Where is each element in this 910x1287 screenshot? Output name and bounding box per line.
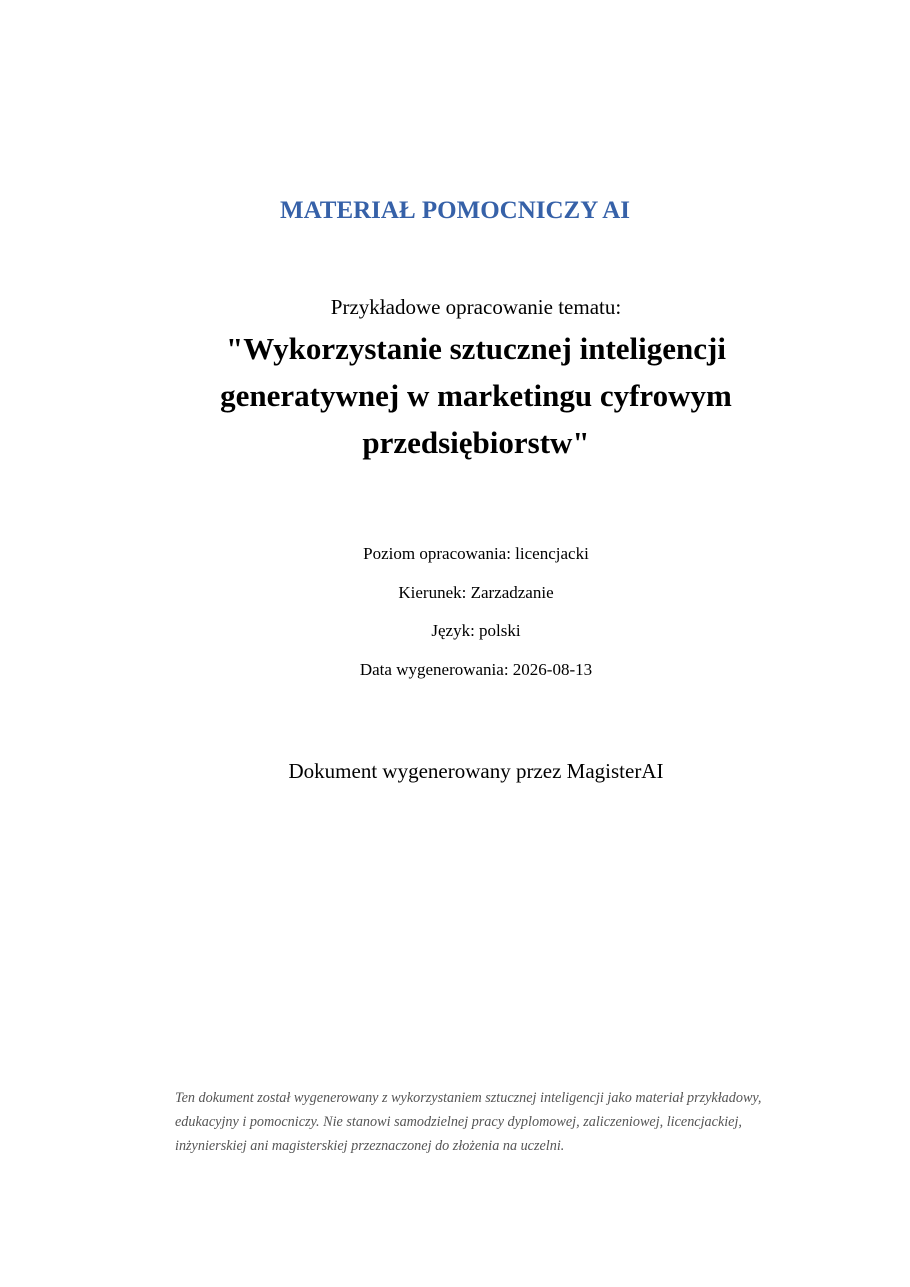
disclaimer-text: Ten dokument został wygenerowany z wykorzystaniem sztucznej inteligencji jako materiał przykładowy, edukacyjny i pomocniczy. Nie stanowi samodzielnej pracy dyplomowej, zaliczeniowej, licencjackiej, inżynierskiej ani magisterskiej przeznaczonej do złożenia na uczelni. [175,1090,762,1154]
intro-text: Przykładowe opracowanie tematu: [330,295,622,319]
document-title: "Wykorzystanie sztucznej inteligencji generatywnej w marketingu cyfrowym przedsiębiorstw" [220,331,732,460]
meta-level: Poziom opracowania: licencjacki [363,544,589,563]
generated-by-text: Dokument wygenerowany przez MagisterAI [288,759,664,783]
meta-date: Data wygenerowania: 2026-08-13 [359,659,593,679]
banner-heading: MATERIAŁ POMOCNICZY AI [279,197,630,224]
meta-field: Kierunek: Zarzadzanie [398,582,554,602]
metadata-block [0,540,910,694]
meta-language: Język: polski [431,621,521,640]
